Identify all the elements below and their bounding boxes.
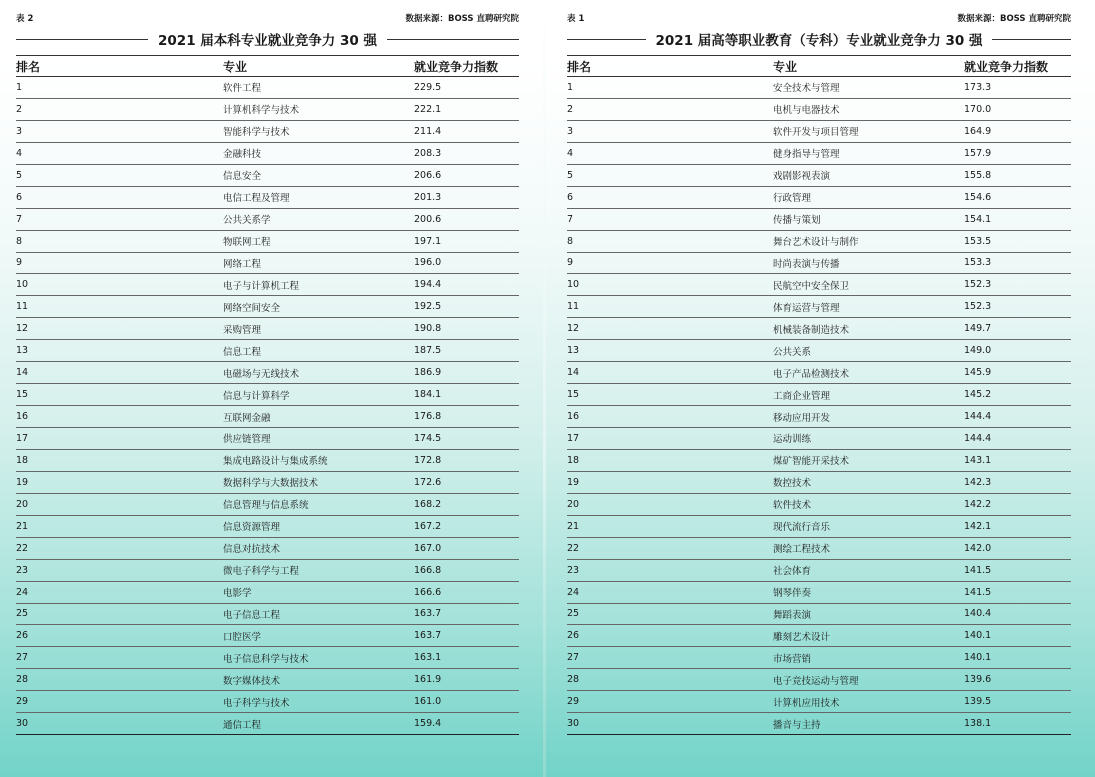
- major-cell: 体育运营与管理: [773, 296, 964, 318]
- major-cell: 传播与策划: [773, 208, 964, 230]
- rank-cell: 16: [16, 406, 223, 428]
- major-cell: 公共关系: [773, 340, 964, 362]
- major-cell: 信息资源管理: [223, 515, 414, 537]
- table-row: [567, 691, 1071, 713]
- major-cell: 市场营销: [773, 647, 964, 669]
- rank-cell: 18: [567, 449, 773, 471]
- table-row: [567, 318, 1071, 340]
- index-cell: 143.1: [964, 449, 1071, 471]
- index-cell: 145.9: [964, 362, 1071, 384]
- table-row: [16, 581, 519, 603]
- table-row: [16, 142, 519, 164]
- table-row: [567, 515, 1071, 537]
- table-row: [567, 537, 1071, 559]
- index-cell: 140.1: [964, 625, 1071, 647]
- table-row: [567, 647, 1071, 669]
- header-index: 就业竞争力指数: [964, 59, 1049, 74]
- index-cell: 167.2: [414, 515, 519, 537]
- rank-cell: 1: [16, 77, 223, 99]
- major-cell: 电子信息工程: [223, 603, 414, 625]
- rank-cell: 3: [567, 120, 773, 142]
- major-cell: 计算机科学与技术: [223, 98, 414, 120]
- index-cell: 138.1: [964, 713, 1071, 735]
- rank-cell: 5: [567, 164, 773, 186]
- major-cell: 信息管理与信息系统: [223, 493, 414, 515]
- major-cell: 行政管理: [773, 186, 964, 208]
- table-row: [16, 493, 519, 515]
- major-cell: 舞蹈表演: [773, 603, 964, 625]
- rank-cell: 14: [16, 362, 223, 384]
- rank-cell: 21: [567, 515, 773, 537]
- table-row: [16, 537, 519, 559]
- index-cell: 222.1: [414, 98, 519, 120]
- index-cell: 172.8: [414, 449, 519, 471]
- table-row: [567, 230, 1071, 252]
- rank-cell: 13: [567, 340, 773, 362]
- table-row: [16, 274, 519, 296]
- rank-cell: 25: [567, 603, 773, 625]
- major-cell: 公共关系学: [223, 208, 414, 230]
- table-row: [567, 340, 1071, 362]
- rank-cell: 24: [567, 581, 773, 603]
- table-row: [16, 515, 519, 537]
- rank-cell: 11: [16, 296, 223, 318]
- major-cell: 软件开发与项目管理: [773, 120, 964, 142]
- table-row: [567, 120, 1071, 142]
- index-cell: 187.5: [414, 340, 519, 362]
- index-cell: 161.9: [414, 669, 519, 691]
- table-row: [16, 362, 519, 384]
- header-major: 专业: [223, 59, 248, 74]
- major-cell: 雕刻艺术设计: [773, 625, 964, 647]
- table-title: 2021 届高等职业教育（专科）专业就业竞争力 30 强: [655, 33, 983, 49]
- table-body: [16, 77, 519, 735]
- rank-cell: 19: [16, 471, 223, 493]
- table-row: [16, 208, 519, 230]
- table-title-row: [567, 24, 1071, 54]
- major-cell: 金融科技: [223, 142, 414, 164]
- rank-cell: 18: [16, 449, 223, 471]
- header-rank: 排名: [16, 59, 41, 74]
- index-cell: 141.5: [964, 559, 1071, 581]
- rank-cell: 7: [16, 208, 223, 230]
- index-cell: 192.5: [414, 296, 519, 318]
- table-row: [16, 449, 519, 471]
- index-cell: 163.1: [414, 647, 519, 669]
- header-index: 就业竞争力指数: [414, 59, 499, 74]
- index-cell: 201.3: [414, 186, 519, 208]
- major-cell: 智能科学与技术: [223, 120, 414, 142]
- major-cell: 电影学: [223, 581, 414, 603]
- major-cell: 通信工程: [223, 713, 414, 735]
- major-cell: 物联网工程: [223, 230, 414, 252]
- rank-cell: 4: [567, 142, 773, 164]
- table-row: [567, 362, 1071, 384]
- major-cell: 钢琴伴奏: [773, 581, 964, 603]
- rank-cell: 3: [16, 120, 223, 142]
- major-cell: 煤矿智能开采技术: [773, 449, 964, 471]
- table-row: [567, 625, 1071, 647]
- rank-cell: 21: [16, 515, 223, 537]
- index-cell: 155.8: [964, 164, 1071, 186]
- major-cell: 测绘工程技术: [773, 537, 964, 559]
- table-row: [567, 274, 1071, 296]
- ranking-table: [567, 55, 1071, 735]
- table-row: [567, 296, 1071, 318]
- index-cell: 166.8: [414, 559, 519, 581]
- major-cell: 健身指导与管理: [773, 142, 964, 164]
- index-cell: 140.1: [964, 647, 1071, 669]
- right-page: [546, 0, 1095, 777]
- major-cell: 集成电路设计与集成系统: [223, 449, 414, 471]
- major-cell: 数字媒体技术: [223, 669, 414, 691]
- table-row: [16, 428, 519, 450]
- index-cell: 163.7: [414, 603, 519, 625]
- title-rule-right: [387, 39, 519, 40]
- table-row: [16, 230, 519, 252]
- major-cell: 电子竞技运动与管理: [773, 669, 964, 691]
- index-cell: 229.5: [414, 77, 519, 99]
- index-cell: 174.5: [414, 428, 519, 450]
- title-rule-right: [992, 39, 1071, 40]
- index-cell: 184.1: [414, 384, 519, 406]
- index-cell: 190.8: [414, 318, 519, 340]
- rank-cell: 16: [567, 406, 773, 428]
- index-cell: 186.9: [414, 362, 519, 384]
- rank-cell: 30: [567, 713, 773, 735]
- major-cell: 微电子科学与工程: [223, 559, 414, 581]
- table-row: [16, 340, 519, 362]
- index-cell: 206.6: [414, 164, 519, 186]
- rank-cell: 29: [16, 691, 223, 713]
- table-row: [16, 603, 519, 625]
- table-row: [567, 603, 1071, 625]
- table-title-row: [16, 24, 519, 54]
- major-cell: 电机与电器技术: [773, 98, 964, 120]
- major-cell: 移动应用开发: [773, 406, 964, 428]
- index-cell: 145.2: [964, 384, 1071, 406]
- page-header: [567, 0, 1071, 24]
- page-header: [16, 0, 519, 24]
- index-cell: 153.5: [964, 230, 1071, 252]
- index-cell: 159.4: [414, 713, 519, 735]
- index-cell: 153.3: [964, 252, 1071, 274]
- rank-cell: 29: [567, 691, 773, 713]
- table-row: [16, 691, 519, 713]
- table-row: [567, 428, 1071, 450]
- index-cell: 144.4: [964, 428, 1071, 450]
- index-cell: 152.3: [964, 296, 1071, 318]
- index-cell: 152.3: [964, 274, 1071, 296]
- table-row: [567, 581, 1071, 603]
- data-source: 数据来源：BOSS 直聘研究院: [957, 14, 1071, 24]
- rank-cell: 26: [16, 625, 223, 647]
- table-row: [16, 186, 519, 208]
- major-cell: 电子产品检测技术: [773, 362, 964, 384]
- major-cell: 软件技术: [773, 493, 964, 515]
- index-cell: 197.1: [414, 230, 519, 252]
- index-cell: 172.6: [414, 471, 519, 493]
- major-cell: 运动训练: [773, 428, 964, 450]
- index-cell: 142.1: [964, 515, 1071, 537]
- rank-cell: 28: [567, 669, 773, 691]
- rank-cell: 28: [16, 669, 223, 691]
- index-cell: 139.5: [964, 691, 1071, 713]
- table-row: [567, 449, 1071, 471]
- rank-cell: 7: [567, 208, 773, 230]
- table-row: [567, 252, 1071, 274]
- rank-cell: 10: [16, 274, 223, 296]
- table-row: [16, 713, 519, 735]
- table-row: [567, 384, 1071, 406]
- table-tag: 表 1: [567, 14, 585, 24]
- index-cell: 149.0: [964, 340, 1071, 362]
- index-cell: 176.8: [414, 406, 519, 428]
- index-cell: 141.5: [964, 581, 1071, 603]
- index-cell: 154.6: [964, 186, 1071, 208]
- major-cell: 电信工程及管理: [223, 186, 414, 208]
- major-cell: 计算机应用技术: [773, 691, 964, 713]
- major-cell: 社会体育: [773, 559, 964, 581]
- left-page: [0, 0, 543, 777]
- index-cell: 208.3: [414, 142, 519, 164]
- rank-cell: 17: [16, 428, 223, 450]
- table-row: [16, 318, 519, 340]
- major-cell: 供应链管理: [223, 428, 414, 450]
- table-row: [16, 471, 519, 493]
- rank-cell: 22: [567, 537, 773, 559]
- table-row: [567, 669, 1071, 691]
- rank-cell: 19: [567, 471, 773, 493]
- index-cell: 194.4: [414, 274, 519, 296]
- major-cell: 工商企业管理: [773, 384, 964, 406]
- rank-cell: 8: [567, 230, 773, 252]
- major-cell: 安全技术与管理: [773, 77, 964, 99]
- data-source: 数据来源：BOSS 直聘研究院: [405, 14, 519, 24]
- table-row: [16, 164, 519, 186]
- table-row: [16, 625, 519, 647]
- table-row: [16, 98, 519, 120]
- major-cell: 网络空间安全: [223, 296, 414, 318]
- table-row: [16, 406, 519, 428]
- table-tag: 表 2: [16, 14, 34, 24]
- rank-cell: 25: [16, 603, 223, 625]
- table-row: [567, 208, 1071, 230]
- table-row: [567, 186, 1071, 208]
- major-cell: 数据科学与大数据技术: [223, 471, 414, 493]
- rank-cell: 20: [567, 493, 773, 515]
- index-cell: 154.1: [964, 208, 1071, 230]
- table-row: [567, 713, 1071, 735]
- rank-cell: 13: [16, 340, 223, 362]
- major-cell: 机械装备制造技术: [773, 318, 964, 340]
- rank-cell: 4: [16, 142, 223, 164]
- rank-cell: 24: [16, 581, 223, 603]
- index-cell: 149.7: [964, 318, 1071, 340]
- major-cell: 电子信息科学与技术: [223, 647, 414, 669]
- index-cell: 211.4: [414, 120, 519, 142]
- rank-cell: 27: [567, 647, 773, 669]
- index-cell: 142.2: [964, 493, 1071, 515]
- major-cell: 电磁场与无线技术: [223, 362, 414, 384]
- rank-cell: 14: [567, 362, 773, 384]
- major-cell: 电子与计算机工程: [223, 274, 414, 296]
- rank-cell: 23: [567, 559, 773, 581]
- table-title: 2021 届本科专业就业竞争力 30 强: [158, 33, 377, 49]
- table-row: [567, 164, 1071, 186]
- table-row: [16, 120, 519, 142]
- table-row: [567, 493, 1071, 515]
- index-cell: 196.0: [414, 252, 519, 274]
- index-cell: 142.3: [964, 471, 1071, 493]
- rank-cell: 23: [16, 559, 223, 581]
- title-rule-left: [567, 39, 646, 40]
- rank-cell: 6: [16, 186, 223, 208]
- major-cell: 信息工程: [223, 340, 414, 362]
- index-cell: 173.3: [964, 77, 1071, 99]
- index-cell: 142.0: [964, 537, 1071, 559]
- header-major: 专业: [773, 59, 798, 74]
- index-cell: 200.6: [414, 208, 519, 230]
- table-row: [16, 647, 519, 669]
- table-row: [16, 559, 519, 581]
- index-cell: 164.9: [964, 120, 1071, 142]
- index-cell: 157.9: [964, 142, 1071, 164]
- major-cell: 时尚表演与传播: [773, 252, 964, 274]
- ranking-table: [16, 55, 519, 735]
- rank-cell: 6: [567, 186, 773, 208]
- major-cell: 网络工程: [223, 252, 414, 274]
- major-cell: 口腔医学: [223, 625, 414, 647]
- rank-cell: 30: [16, 713, 223, 735]
- table-body: [567, 77, 1071, 735]
- major-cell: 舞台艺术设计与制作: [773, 230, 964, 252]
- major-cell: 民航空中安全保卫: [773, 274, 964, 296]
- rank-cell: 10: [567, 274, 773, 296]
- table-row: [567, 77, 1071, 99]
- major-cell: 信息安全: [223, 164, 414, 186]
- major-cell: 现代流行音乐: [773, 515, 964, 537]
- rank-cell: 17: [567, 428, 773, 450]
- index-cell: 161.0: [414, 691, 519, 713]
- major-cell: 信息对抗技术: [223, 537, 414, 559]
- index-cell: 140.4: [964, 603, 1071, 625]
- rank-cell: 2: [567, 98, 773, 120]
- table-row: [567, 406, 1071, 428]
- table-row: [16, 77, 519, 99]
- table-header-row: [567, 56, 1071, 77]
- major-cell: 电子科学与技术: [223, 691, 414, 713]
- table-row: [567, 142, 1071, 164]
- rank-cell: 2: [16, 98, 223, 120]
- major-cell: 播音与主持: [773, 713, 964, 735]
- rank-cell: 9: [567, 252, 773, 274]
- table-row: [567, 559, 1071, 581]
- table-row: [16, 296, 519, 318]
- rank-cell: 9: [16, 252, 223, 274]
- major-cell: 软件工程: [223, 77, 414, 99]
- rank-cell: 12: [16, 318, 223, 340]
- rank-cell: 20: [16, 493, 223, 515]
- index-cell: 166.6: [414, 581, 519, 603]
- index-cell: 170.0: [964, 98, 1071, 120]
- major-cell: 信息与计算科学: [223, 384, 414, 406]
- rank-cell: 8: [16, 230, 223, 252]
- index-cell: 168.2: [414, 493, 519, 515]
- rank-cell: 22: [16, 537, 223, 559]
- index-cell: 167.0: [414, 537, 519, 559]
- title-rule-left: [16, 39, 148, 40]
- header-rank: 排名: [567, 59, 592, 74]
- major-cell: 采购管理: [223, 318, 414, 340]
- major-cell: 互联网金融: [223, 406, 414, 428]
- index-cell: 144.4: [964, 406, 1071, 428]
- rank-cell: 1: [567, 77, 773, 99]
- rank-cell: 5: [16, 164, 223, 186]
- table-row: [567, 98, 1071, 120]
- major-cell: 戏剧影视表演: [773, 164, 964, 186]
- table-row: [16, 252, 519, 274]
- rank-cell: 15: [567, 384, 773, 406]
- table-row: [567, 471, 1071, 493]
- table-header-row: [16, 56, 519, 77]
- rank-cell: 27: [16, 647, 223, 669]
- index-cell: 139.6: [964, 669, 1071, 691]
- major-cell: 数控技术: [773, 471, 964, 493]
- table-row: [16, 669, 519, 691]
- rank-cell: 15: [16, 384, 223, 406]
- table-row: [16, 384, 519, 406]
- rank-cell: 26: [567, 625, 773, 647]
- index-cell: 163.7: [414, 625, 519, 647]
- rank-cell: 11: [567, 296, 773, 318]
- rank-cell: 12: [567, 318, 773, 340]
